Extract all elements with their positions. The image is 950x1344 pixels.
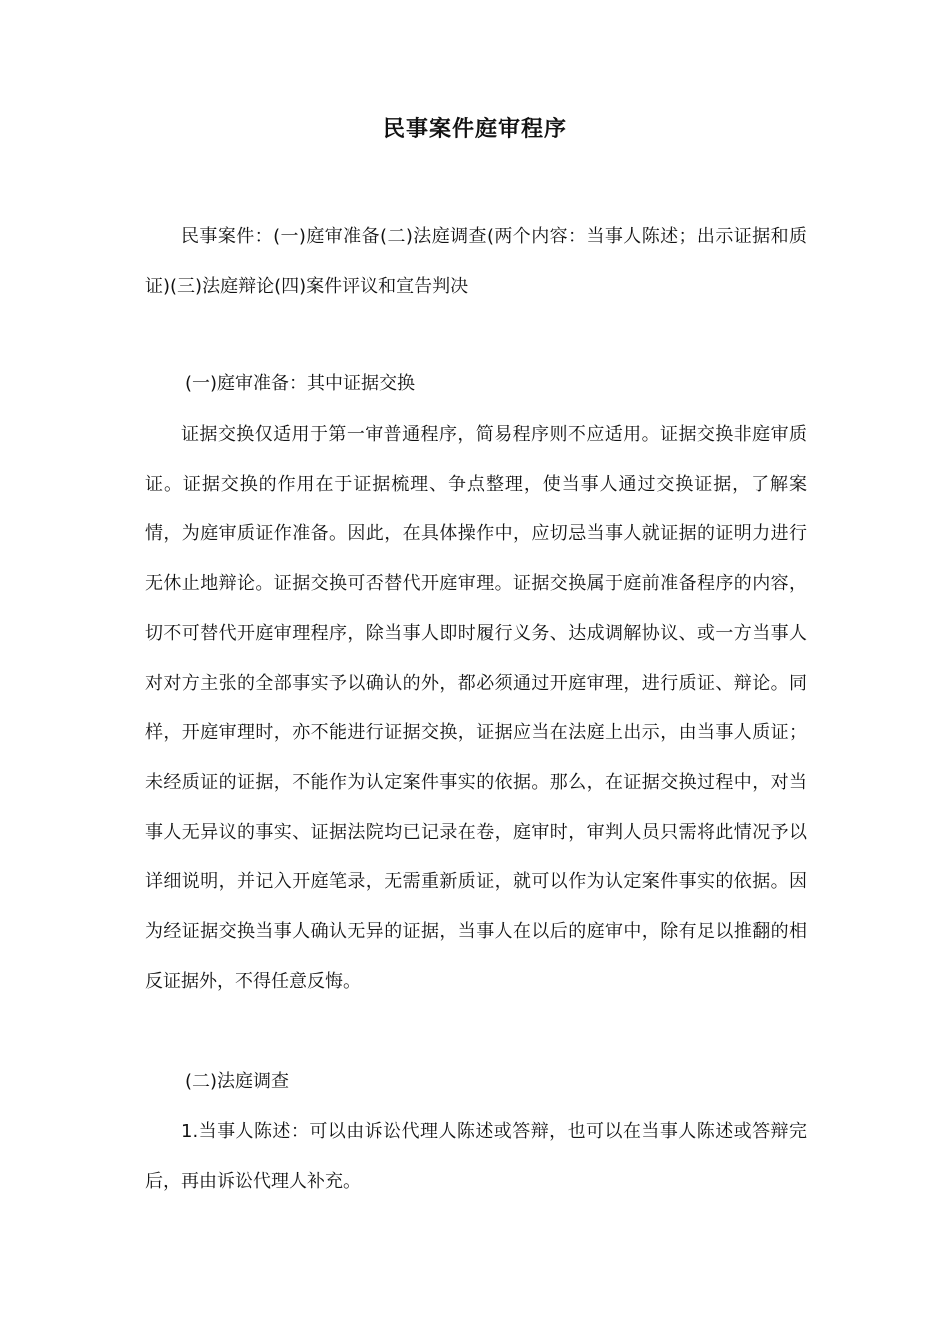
- section-2-paragraph: 1.当事人陈述：可以由诉讼代理人陈述或答辩，也可以在当事人陈述或答辩完后，再由诉讼代理人补充。: [145, 1121, 807, 1192]
- section-1-paragraph: 证据交换仅适用于第一审普通程序，简易程序则不应适用。证据交换非庭审质证。证据交换的作用在于证据梳理、争点整理，使当事人通过交换证据，了解案情，为庭审质证作准备。因此，在具体操作中，应切忌当事人就证据的证明力进行无休止地辩论。证据交换可否替代开庭审理。证据交换属于庭前准备程序的内容，切不可替代开庭审理程序，除当事人即时履行义务、达成调解协议、或一方当事人对对方主张的全部事实予以确认的外，都必须通过开庭审理，进行质证、辩论。同样，开庭审理时，亦不能进行证据交换，证据应当在法庭上出示，由当事人质证；未经质证的证据，不能作为认定案件事实的依据。那么，在证据交换过程中，对当事人无异议的事实、证据法院均已记录在卷，庭审时，审判人员只需将此情况予以详细说明，并记入开庭笔录，无需重新质证，就可以作为认定案件事实的依据。因为经证据交换当事人确认无异的证据，当事人在以后的庭审中，除有足以推翻的相反证据外，不得任意反悔。: [145, 424, 807, 992]
- section-2-block: [145, 1057, 807, 1107]
- intro-paragraph: 民事案件：(一)庭审准备(二)法庭调查(两个内容：当事人陈述；出示证据和质证)(三)法庭辩论(四)案件评议和宣告判决: [145, 226, 807, 297]
- section-2-heading: (二)法庭调查: [185, 1071, 290, 1092]
- section-1-heading: (一)庭审准备：其中证据交换: [185, 373, 416, 394]
- section-1-block: [145, 359, 807, 409]
- intro-block: [145, 212, 807, 311]
- section-1-body: [145, 410, 807, 1006]
- section-2-body: [145, 1107, 807, 1206]
- document-title: 民事案件庭审程序: [382, 117, 567, 142]
